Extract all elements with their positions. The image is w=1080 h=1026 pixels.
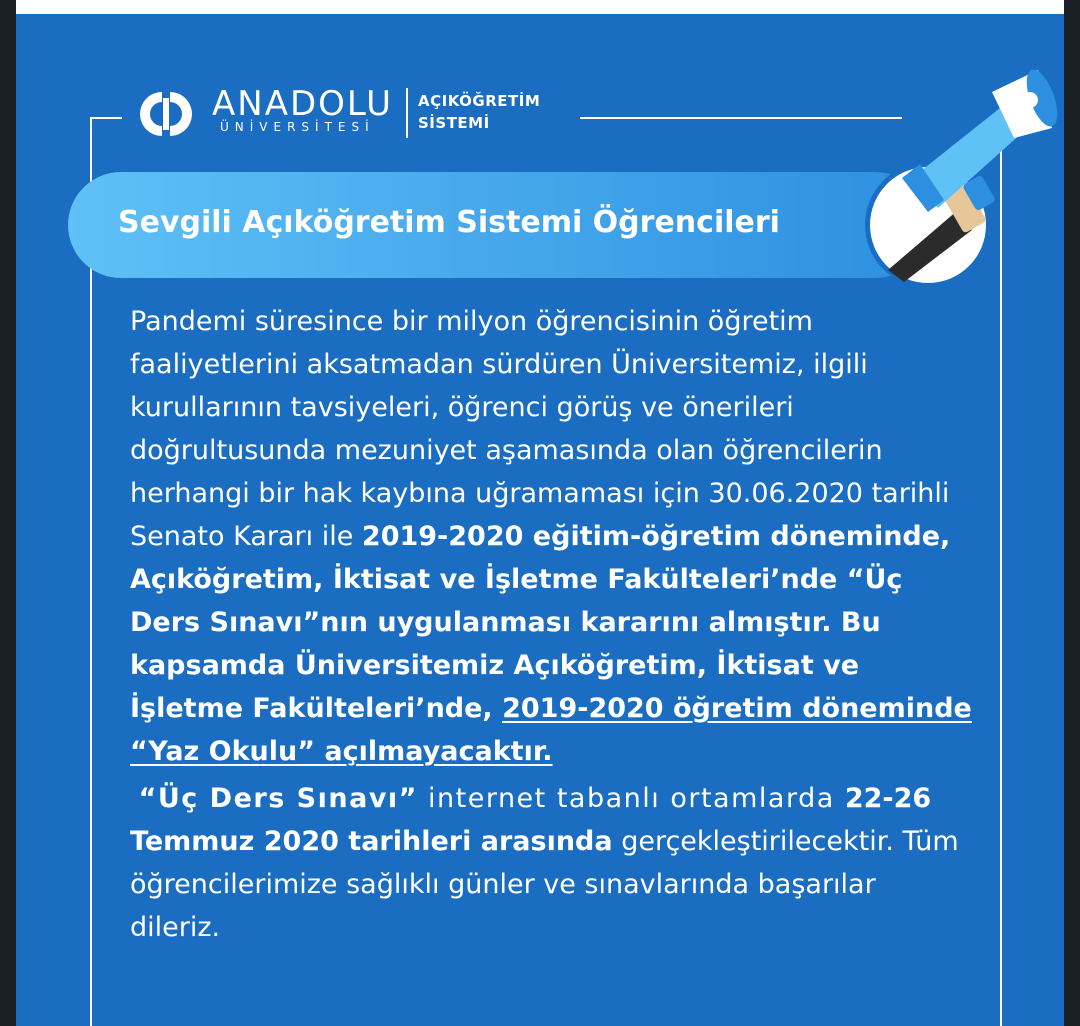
banner-title: Sevgili Açıköğretim Sistemi Öğrencileri (118, 205, 780, 240)
paragraph-1-text: Pandemi süresince bir milyon öğrencisinin öğretim faaliyetlerini aksatmadan sürdüren Üniversitemiz, ilgili kurullarının tavsiyeleri, öğrenci görüş ve önerileri doğrultusunda mezuniyet aşamasında olan öğrencilerin herhangi bir hak kaybına uğramaması için 30.06.2020 tarihli Senato Kararı ile (130, 306, 950, 552)
paragraph-1-bold: 2019-2020 eğitim-öğretim döneminde, Açıköğretim, İktisat ve İşletme Fakülteleri’nde “Üç Ders Sınavı”nın uygulanması kararını almıştır. Bu kapsamda Üniversitemiz Açıköğretim, İktisat ve İşletme Fakülteleri’nde, (130, 521, 951, 724)
logo-system-line1: AÇIKÖĞRETİM (418, 92, 541, 110)
frame-line (580, 117, 902, 119)
anadolu-logo (136, 86, 576, 142)
top-strip (16, 0, 1064, 14)
paragraph-1 (130, 300, 972, 773)
paragraph-2-text: internet tabanlı ortamlarda (417, 783, 845, 814)
paragraph-1-bold-underlined: 2019-2020 öğretim döneminde “Yaz Okulu” açılmayacaktır. (130, 693, 972, 767)
logo-subtitle: ÜNİVERSİTESİ (220, 120, 375, 134)
paragraph-2-bold-exam: “Üç Ders Sınavı” (138, 783, 418, 814)
logo-system-line2: SİSTEMİ (418, 114, 490, 132)
paragraph-2-bold-dates: 22-26 Temmuz 2020 tarihleri arasında (130, 783, 932, 857)
logo-name: ANADOLU (212, 84, 394, 124)
announcement-body (130, 300, 972, 949)
anadolu-logo-icon (136, 88, 200, 140)
frame-line (90, 117, 122, 119)
logo-divider (406, 88, 408, 138)
megaphone-icon (860, 60, 1060, 290)
paragraph-2 (130, 777, 972, 949)
paragraph-2-text-end: gerçekleştirilecektir. Tüm öğrencilerimize sağlıklı günler ve sınavlarında başarılar dileriz. (130, 826, 959, 943)
